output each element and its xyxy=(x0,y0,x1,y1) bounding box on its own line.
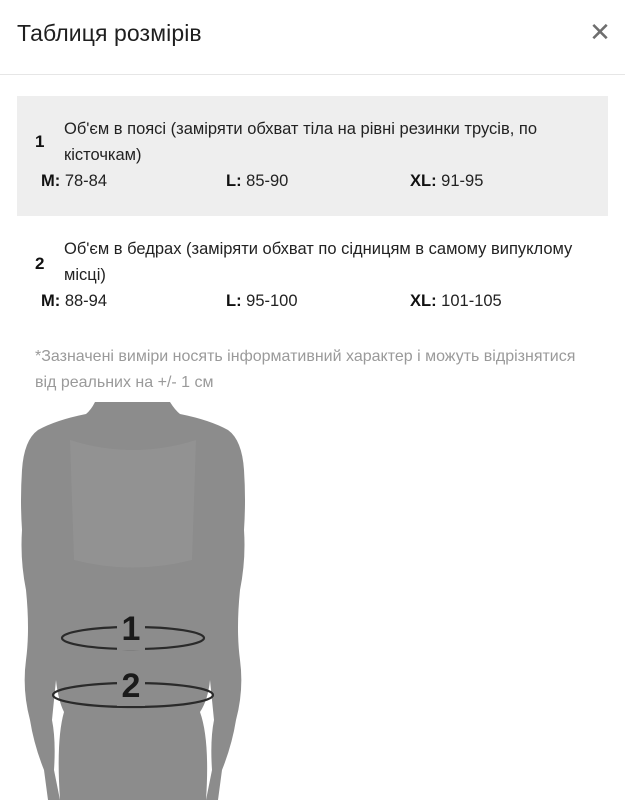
waist-number-label: 1 xyxy=(121,610,141,648)
size-l: L: 95-100 xyxy=(226,292,298,310)
measurement-description: Об'єм в бедрах (заміряти обхват по сідницям в самому випуклому місці) xyxy=(64,240,573,284)
size-m: M: 88-94 xyxy=(41,292,108,310)
hip-number-label: 2 xyxy=(121,667,141,705)
measurement-number: 2 xyxy=(35,254,45,273)
size-xl: XL: 91-95 xyxy=(410,172,484,190)
torso-shading xyxy=(70,440,196,568)
modal-title: Таблиця розмірів xyxy=(17,20,202,46)
close-icon[interactable]: ✕ xyxy=(589,17,611,47)
size-xl: XL: 101-105 xyxy=(410,292,502,310)
disclaimer-note: *Зазначені виміри носять інформативний характер і можуть відрізнятися від реальних на +/- 1 см xyxy=(35,348,576,391)
measurement-row-hips xyxy=(17,224,608,334)
size-l: L: 85-90 xyxy=(226,172,289,190)
size-m: M: 78-84 xyxy=(41,172,108,190)
measurement-description: Об'єм в поясі (заміряти обхват тіла на рівні резинки трусів, по кісточкам) xyxy=(64,120,538,164)
body-figure xyxy=(0,400,625,800)
measurement-number: 1 xyxy=(35,132,45,151)
body-measurement-illustration xyxy=(0,400,625,800)
modal-header xyxy=(0,0,625,75)
measurement-row-waist xyxy=(17,96,608,216)
